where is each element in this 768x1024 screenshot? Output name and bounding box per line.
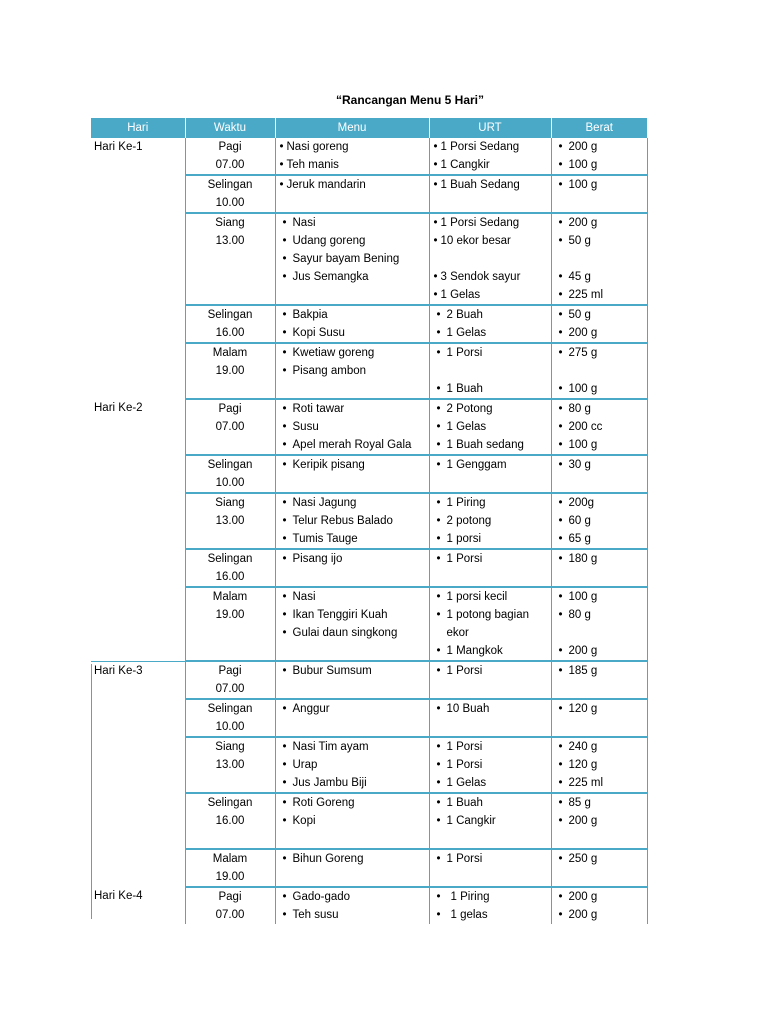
waktu-cell xyxy=(185,175,275,213)
table-row xyxy=(91,175,647,213)
menu-item: • Susu xyxy=(279,418,426,436)
menu-item: • Sayur bayam Bening xyxy=(279,250,426,268)
waktu-time: 19.00 xyxy=(215,609,245,621)
waktu-time: 10.00 xyxy=(215,721,245,733)
urt-item: • 1 Cangkir xyxy=(433,156,548,174)
waktu-cell xyxy=(185,305,275,343)
waktu-time: 10.00 xyxy=(215,477,245,489)
waktu-cell xyxy=(185,549,275,587)
menu-item: • Tumis Tauge xyxy=(279,530,426,548)
waktu-cell xyxy=(185,887,275,924)
menu-cell xyxy=(275,305,429,343)
menu-item: • Gado-gado xyxy=(279,888,426,906)
urt-item: • 1 Porsi xyxy=(433,756,548,774)
document-title: “Rancangan Menu 5 Hari” xyxy=(335,93,485,107)
urt-cell xyxy=(429,493,551,549)
waktu-time: 07.00 xyxy=(215,909,245,921)
menu-cell xyxy=(275,587,429,661)
urt-cell xyxy=(429,175,551,213)
berat-item: • 225 ml xyxy=(555,286,644,304)
table-row xyxy=(91,455,647,493)
menu-cell xyxy=(275,343,429,399)
waktu-time: 10.00 xyxy=(215,197,245,209)
urt-cell xyxy=(429,455,551,493)
waktu-label: Selingan xyxy=(207,553,253,565)
hari-cell xyxy=(91,549,185,587)
berat-cell xyxy=(551,343,647,399)
waktu-label: Selingan xyxy=(207,703,253,715)
urt-item: • 1 Porsi xyxy=(433,662,548,680)
urt-item: • 1 Gelas xyxy=(433,324,548,342)
header-berat: Berat xyxy=(551,118,647,138)
berat-cell xyxy=(551,455,647,493)
table-row xyxy=(91,549,647,587)
table-row xyxy=(91,213,647,305)
menu-item: • Telur Rebus Balado xyxy=(279,512,426,530)
berat-cell xyxy=(551,213,647,305)
menu-item: • Keripik pisang xyxy=(279,456,426,474)
berat-item: • 200 g xyxy=(555,214,644,232)
menu-item: • Jeruk mandarin xyxy=(279,176,426,194)
urt-item: • 2 potong xyxy=(433,512,548,530)
waktu-label: Pagi xyxy=(218,665,242,677)
urt-item: • 1 gelas xyxy=(433,906,548,924)
urt-item: • 1 Genggam xyxy=(433,456,548,474)
urt-item: • 1 Gelas xyxy=(433,774,548,792)
menu-cell xyxy=(275,793,429,849)
urt-item: • 10 ekor besar xyxy=(433,232,548,250)
menu-item: • Nasi Jagung xyxy=(279,494,426,512)
urt-item: • 1 Porsi Sedang xyxy=(433,138,548,156)
urt-item: • 1 porsi kecil xyxy=(433,588,548,606)
menu-cell xyxy=(275,138,429,175)
urt-cell xyxy=(429,587,551,661)
urt-item: • 1 Porsi xyxy=(433,738,548,756)
berat-item: • 200 cc xyxy=(555,418,644,436)
waktu-label: Siang xyxy=(215,217,245,229)
menu-cell xyxy=(275,737,429,793)
urt-item: • 3 Sendok sayur xyxy=(433,268,548,286)
berat-cell xyxy=(551,138,647,175)
waktu-label: Selingan xyxy=(207,797,253,809)
hari-cell xyxy=(91,493,185,549)
menu-item: • Bakpia xyxy=(279,306,426,324)
waktu-cell xyxy=(185,737,275,793)
menu-cell xyxy=(275,661,429,699)
urt-cell xyxy=(429,305,551,343)
urt-cell xyxy=(429,849,551,887)
urt-item: • 1 Gelas xyxy=(433,286,548,304)
menu-cell xyxy=(275,493,429,549)
berat-item: • 200 g xyxy=(555,138,644,156)
menu-cell xyxy=(275,699,429,737)
table-row xyxy=(91,793,647,849)
berat-item: • 80 g xyxy=(555,400,644,418)
menu-item: • Pisang ambon xyxy=(279,362,426,380)
waktu-time: 16.00 xyxy=(215,327,245,339)
urt-item: • 1 potong bagian ekor xyxy=(433,606,548,642)
waktu-label: Pagi xyxy=(218,141,242,153)
header-waktu: Waktu xyxy=(185,118,275,138)
hari-cell xyxy=(91,737,185,793)
urt-cell xyxy=(429,699,551,737)
urt-item: • 1 porsi xyxy=(433,530,548,548)
waktu-cell xyxy=(185,138,275,175)
berat-cell xyxy=(551,661,647,699)
table-row xyxy=(91,343,647,399)
waktu-label: Pagi xyxy=(218,891,242,903)
waktu-label: Malam xyxy=(212,853,248,865)
menu-item: • Ikan Tenggiri Kuah xyxy=(279,606,426,624)
menu-cell xyxy=(275,455,429,493)
table-row xyxy=(91,737,647,793)
berat-cell xyxy=(551,587,647,661)
berat-item: • 200 g xyxy=(555,906,644,924)
menu-table xyxy=(91,118,648,924)
menu-item: • Anggur xyxy=(279,700,426,718)
urt-item: • 1 Piring xyxy=(433,494,548,512)
hari-cell xyxy=(91,175,185,213)
waktu-cell xyxy=(185,587,275,661)
berat-item: • 100 g xyxy=(555,176,644,194)
urt-cell xyxy=(429,661,551,699)
menu-item: • Roti Goreng xyxy=(279,794,426,812)
hari-cell xyxy=(91,305,185,343)
table-row xyxy=(91,305,647,343)
waktu-cell xyxy=(185,493,275,549)
menu-item: • Pisang ijo xyxy=(279,550,426,568)
berat-cell xyxy=(551,737,647,793)
menu-item: • Urap xyxy=(279,756,426,774)
hari-cell: Hari Ke-4 xyxy=(94,890,143,902)
urt-cell xyxy=(429,887,551,924)
header-urt: URT xyxy=(429,118,551,138)
menu-item: • Nasi xyxy=(279,214,426,232)
waktu-cell xyxy=(185,661,275,699)
menu-item: • Teh susu xyxy=(279,906,426,924)
hari-cell xyxy=(91,849,185,887)
berat-item: • 275 g xyxy=(555,344,644,362)
waktu-time: 07.00 xyxy=(215,421,245,433)
urt-item: • 1 Porsi xyxy=(433,344,548,362)
header-hari: Hari xyxy=(91,118,185,138)
berat-item: • 120 g xyxy=(555,756,644,774)
hari-cell xyxy=(91,587,185,661)
waktu-time: 07.00 xyxy=(215,683,245,695)
berat-item: • 200 g xyxy=(555,642,644,660)
waktu-label: Selingan xyxy=(207,459,253,471)
berat-item: • 100 g xyxy=(555,380,644,398)
menu-item: • Bubur Sumsum xyxy=(279,662,426,680)
berat-item: • 200g xyxy=(555,494,644,512)
menu-item: • Gulai daun singkong xyxy=(279,624,426,642)
urt-item: • 1 Buah xyxy=(433,380,548,398)
urt-cell xyxy=(429,213,551,305)
menu-cell xyxy=(275,549,429,587)
menu-item: • Kopi xyxy=(279,812,426,830)
waktu-time: 13.00 xyxy=(215,759,245,771)
table-row xyxy=(91,587,647,661)
table-row xyxy=(91,138,647,175)
berat-item: • 200 g xyxy=(555,812,644,830)
berat-cell xyxy=(551,493,647,549)
urt-item: • 1 Piring xyxy=(433,888,548,906)
berat-item: • 180 g xyxy=(555,550,644,568)
menu-cell xyxy=(275,175,429,213)
table-row xyxy=(91,399,647,455)
menu-item: • Jus Jambu Biji xyxy=(279,774,426,792)
urt-item: • 2 Potong xyxy=(433,400,548,418)
waktu-cell xyxy=(185,793,275,849)
waktu-cell xyxy=(185,343,275,399)
berat-item: • 120 g xyxy=(555,700,644,718)
urt-cell xyxy=(429,399,551,455)
menu-item: • Jus Semangka xyxy=(279,268,426,286)
berat-cell xyxy=(551,887,647,924)
waktu-label: Siang xyxy=(215,741,245,753)
menu-item: • Bihun Goreng xyxy=(279,850,426,868)
day3-left-rule xyxy=(91,664,92,919)
waktu-cell xyxy=(185,399,275,455)
waktu-cell xyxy=(185,849,275,887)
hari-cell xyxy=(91,213,185,305)
menu-cell xyxy=(275,213,429,305)
berat-item: • 240 g xyxy=(555,738,644,756)
waktu-label: Selingan xyxy=(207,309,253,321)
urt-item: • 1 Gelas xyxy=(433,418,548,436)
berat-item: • 225 ml xyxy=(555,774,644,792)
table-row xyxy=(91,493,647,549)
hari-cell xyxy=(91,793,185,849)
menu-item: • Nasi goreng xyxy=(279,138,426,156)
menu-cell xyxy=(275,849,429,887)
waktu-label: Siang xyxy=(215,497,245,509)
menu-item: • Roti tawar xyxy=(279,400,426,418)
berat-cell xyxy=(551,175,647,213)
berat-item: • 80 g xyxy=(555,606,644,624)
berat-item: • 45 g xyxy=(555,268,644,286)
menu-item: • Nasi xyxy=(279,588,426,606)
urt-cell xyxy=(429,737,551,793)
urt-item: • 2 Buah xyxy=(433,306,548,324)
table-row xyxy=(91,661,647,699)
menu-item: • Kopi Susu xyxy=(279,324,426,342)
waktu-cell xyxy=(185,455,275,493)
berat-item: • 65 g xyxy=(555,530,644,548)
berat-cell xyxy=(551,305,647,343)
berat-item: • 100 g xyxy=(555,588,644,606)
urt-cell xyxy=(429,343,551,399)
berat-item: • 60 g xyxy=(555,512,644,530)
urt-cell xyxy=(429,138,551,175)
berat-item: • 100 g xyxy=(555,436,644,454)
menu-item: • Kwetiaw goreng xyxy=(279,344,426,362)
hari-cell: Hari Ke-3 xyxy=(91,661,185,699)
urt-item: • 1 Buah sedang xyxy=(433,436,548,454)
waktu-time: 07.00 xyxy=(215,159,245,171)
menu-item: • Apel merah Royal Gala xyxy=(279,436,426,454)
waktu-label: Malam xyxy=(212,591,248,603)
table-header-row xyxy=(91,118,647,138)
berat-item: • 200 g xyxy=(555,324,644,342)
waktu-label: Selingan xyxy=(207,179,253,191)
waktu-time: 19.00 xyxy=(215,871,245,883)
berat-cell xyxy=(551,793,647,849)
hari-cell xyxy=(91,455,185,493)
berat-cell xyxy=(551,399,647,455)
urt-item: • 1 Cangkir xyxy=(433,812,548,830)
berat-cell xyxy=(551,699,647,737)
berat-item: • 185 g xyxy=(555,662,644,680)
menu-item: • Teh manis xyxy=(279,156,426,174)
hari-cell: Hari Ke-2 xyxy=(94,402,143,414)
urt-item: • 1 Buah xyxy=(433,794,548,812)
waktu-time: 19.00 xyxy=(215,365,245,377)
berat-item: • 100 g xyxy=(555,156,644,174)
berat-item: • 30 g xyxy=(555,456,644,474)
table-row xyxy=(91,887,647,924)
waktu-cell xyxy=(185,213,275,305)
menu-item: • Nasi Tim ayam xyxy=(279,738,426,756)
berat-cell xyxy=(551,549,647,587)
urt-item: • 1 Mangkok xyxy=(433,642,548,660)
hari-cell xyxy=(91,343,185,399)
berat-item: • 200 g xyxy=(555,888,644,906)
urt-item: • 1 Porsi xyxy=(433,550,548,568)
urt-item: • 10 Buah xyxy=(433,700,548,718)
berat-item: • 50 g xyxy=(555,306,644,324)
waktu-time: 13.00 xyxy=(215,515,245,527)
header-menu: Menu xyxy=(275,118,429,138)
hari-cell xyxy=(91,699,185,737)
waktu-time: 13.00 xyxy=(215,235,245,247)
waktu-time: 16.00 xyxy=(215,571,245,583)
urt-item: • 1 Buah Sedang xyxy=(433,176,548,194)
berat-item: • 50 g xyxy=(555,232,644,250)
table-row xyxy=(91,849,647,887)
berat-item: • 250 g xyxy=(555,850,644,868)
urt-cell xyxy=(429,793,551,849)
hari-cell: Hari Ke-1 xyxy=(94,141,143,153)
menu-cell xyxy=(275,399,429,455)
waktu-time: 16.00 xyxy=(215,815,245,827)
urt-cell xyxy=(429,549,551,587)
waktu-cell xyxy=(185,699,275,737)
berat-item: • 85 g xyxy=(555,794,644,812)
berat-cell xyxy=(551,849,647,887)
waktu-label: Malam xyxy=(212,347,248,359)
urt-item: • 1 Porsi Sedang xyxy=(433,214,548,232)
menu-item: • Udang goreng xyxy=(279,232,426,250)
waktu-label: Pagi xyxy=(218,403,242,415)
table-row xyxy=(91,699,647,737)
urt-item: • 1 Porsi xyxy=(433,850,548,868)
menu-cell xyxy=(275,887,429,924)
